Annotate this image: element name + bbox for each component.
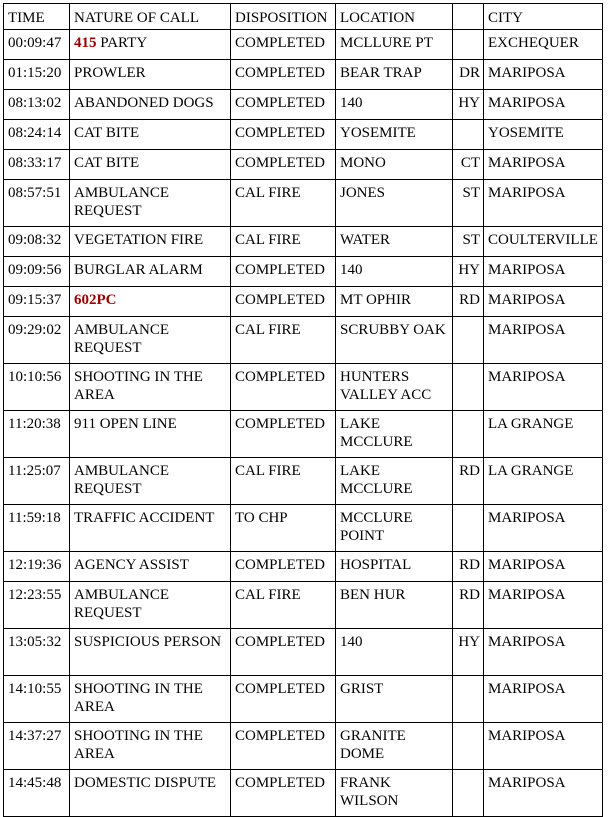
table-row <box>4 90 603 120</box>
cell-location: HUNTERS VALLEY ACC <box>336 364 453 411</box>
header-disposition: DISPOSITION <box>231 4 336 30</box>
cell-street-suffix: HY <box>453 629 484 676</box>
table-row <box>4 582 603 629</box>
nature-text: 911 OPEN LINE <box>74 416 177 432</box>
nature-text: CAT BITE <box>74 125 140 141</box>
cell-street-suffix: HY <box>453 257 484 287</box>
cell-location: LAKE MCCLURE <box>336 458 453 505</box>
cell-nature-of-call <box>70 120 231 150</box>
cell-location: YOSEMITE <box>336 120 453 150</box>
cell-nature-of-call <box>70 60 231 90</box>
cell-street-suffix <box>453 505 484 552</box>
table-row <box>4 552 603 582</box>
cell-disposition: COMPLETED <box>231 150 336 180</box>
cell-location: BEN HUR <box>336 582 453 629</box>
cell-disposition: CAL FIRE <box>231 180 336 227</box>
cell-disposition: COMPLETED <box>231 30 336 60</box>
cell-nature-of-call <box>70 257 231 287</box>
cell-location: WATER <box>336 227 453 257</box>
table-row <box>4 60 603 90</box>
cell-disposition: COMPLETED <box>231 257 336 287</box>
penal-code: 602PC <box>74 292 117 308</box>
cell-nature-of-call <box>70 150 231 180</box>
header-nature-of-call: NATURE OF CALL <box>70 4 231 30</box>
penal-code: 415 <box>74 35 97 51</box>
cell-nature-of-call <box>70 411 231 458</box>
table-row <box>4 770 603 817</box>
cell-disposition: COMPLETED <box>231 411 336 458</box>
cell-nature-of-call <box>70 458 231 505</box>
cell-time: 11:25:07 <box>4 458 70 505</box>
cell-disposition: COMPLETED <box>231 676 336 723</box>
cell-location: 140 <box>336 629 453 676</box>
cell-location: LAKE MCCLURE <box>336 411 453 458</box>
cell-time: 09:09:56 <box>4 257 70 287</box>
table-row <box>4 411 603 458</box>
cell-city: MARIPOSA <box>484 629 603 676</box>
cell-city: LA GRANGE <box>484 458 603 505</box>
cell-street-suffix: RD <box>453 552 484 582</box>
cell-street-suffix <box>453 770 484 817</box>
cell-disposition: COMPLETED <box>231 723 336 770</box>
table-row <box>4 180 603 227</box>
cell-time: 12:19:36 <box>4 552 70 582</box>
table-row <box>4 723 603 770</box>
cell-street-suffix: RD <box>453 287 484 317</box>
cell-time: 14:37:27 <box>4 723 70 770</box>
cell-nature-of-call <box>70 317 231 364</box>
cell-time: 01:15:20 <box>4 60 70 90</box>
cell-location: GRANITE DOME <box>336 723 453 770</box>
cell-location: FRANK WILSON <box>336 770 453 817</box>
cell-disposition: COMPLETED <box>231 364 336 411</box>
table-row <box>4 227 603 257</box>
cell-time: 14:45:48 <box>4 770 70 817</box>
cell-nature-of-call <box>70 364 231 411</box>
cell-nature-of-call <box>70 505 231 552</box>
cell-location: HOSPITAL <box>336 552 453 582</box>
nature-text: BURGLAR ALARM <box>74 262 203 278</box>
table-body <box>4 30 603 817</box>
table-row <box>4 364 603 411</box>
cell-city: MARIPOSA <box>484 257 603 287</box>
cell-city: EXCHEQUER <box>484 30 603 60</box>
cell-time: 11:20:38 <box>4 411 70 458</box>
cell-location: 140 <box>336 257 453 287</box>
cell-location: MCLLURE PT <box>336 30 453 60</box>
cell-street-suffix: DR <box>453 60 484 90</box>
cell-time: 14:10:55 <box>4 676 70 723</box>
cell-street-suffix <box>453 676 484 723</box>
table-row <box>4 30 603 60</box>
cell-city: MARIPOSA <box>484 723 603 770</box>
header-city: CITY <box>484 4 603 30</box>
cell-time: 11:59:18 <box>4 505 70 552</box>
cell-disposition: COMPLETED <box>231 287 336 317</box>
header-location: LOCATION <box>336 4 453 30</box>
cell-city: LA GRANGE <box>484 411 603 458</box>
nature-text: AMBULANCE REQUEST <box>74 463 173 497</box>
cell-time: 08:57:51 <box>4 180 70 227</box>
cell-time: 09:08:32 <box>4 227 70 257</box>
cell-disposition: COMPLETED <box>231 770 336 817</box>
cell-city: MARIPOSA <box>484 552 603 582</box>
cell-disposition: TO CHP <box>231 505 336 552</box>
cell-city: YOSEMITE <box>484 120 603 150</box>
cell-city: COULTERVILLE <box>484 227 603 257</box>
nature-text: ABANDONED DOGS <box>74 95 214 111</box>
cell-disposition: CAL FIRE <box>231 582 336 629</box>
cell-location: JONES <box>336 180 453 227</box>
cell-time: 00:09:47 <box>4 30 70 60</box>
header-suffix <box>453 4 484 30</box>
cell-city: MARIPOSA <box>484 676 603 723</box>
cell-disposition: COMPLETED <box>231 60 336 90</box>
cell-location: MT OPHIR <box>336 287 453 317</box>
cell-nature-of-call <box>70 676 231 723</box>
table-row <box>4 505 603 552</box>
table-row <box>4 676 603 723</box>
table-header-row <box>4 4 603 30</box>
table-row <box>4 120 603 150</box>
cell-nature-of-call <box>70 552 231 582</box>
cell-nature-of-call <box>70 770 231 817</box>
nature-text: AMBULANCE REQUEST <box>74 322 173 356</box>
cell-disposition: CAL FIRE <box>231 227 336 257</box>
cell-time: 12:23:55 <box>4 582 70 629</box>
table-row <box>4 317 603 364</box>
cell-street-suffix: RD <box>453 582 484 629</box>
cell-location: MCCLURE POINT <box>336 505 453 552</box>
cell-time: 10:10:56 <box>4 364 70 411</box>
cell-disposition: COMPLETED <box>231 90 336 120</box>
cell-location: GRIST <box>336 676 453 723</box>
cell-time: 09:29:02 <box>4 317 70 364</box>
cell-disposition: CAL FIRE <box>231 317 336 364</box>
nature-text: AMBULANCE REQUEST <box>74 587 173 621</box>
cell-location: 140 <box>336 90 453 120</box>
cell-street-suffix <box>453 364 484 411</box>
cell-nature-of-call <box>70 90 231 120</box>
cell-city: MARIPOSA <box>484 60 603 90</box>
cell-city: MARIPOSA <box>484 770 603 817</box>
nature-text: TRAFFIC ACCIDENT <box>74 510 215 526</box>
nature-text: PARTY <box>96 35 148 51</box>
nature-text: SHOOTING IN THE AREA <box>74 728 206 762</box>
cell-city: MARIPOSA <box>484 90 603 120</box>
cell-disposition: CAL FIRE <box>231 458 336 505</box>
cell-city: MARIPOSA <box>484 287 603 317</box>
table-row <box>4 287 603 317</box>
cell-city: MARIPOSA <box>484 582 603 629</box>
cell-city: MARIPOSA <box>484 364 603 411</box>
cell-street-suffix <box>453 723 484 770</box>
table-row <box>4 629 603 676</box>
cell-nature-of-call <box>70 582 231 629</box>
cell-nature-of-call <box>70 723 231 770</box>
nature-text: SHOOTING IN THE AREA <box>74 681 206 715</box>
table-row <box>4 458 603 505</box>
cell-street-suffix: RD <box>453 458 484 505</box>
cell-nature-of-call <box>70 287 231 317</box>
cell-street-suffix <box>453 120 484 150</box>
cell-location: BEAR TRAP <box>336 60 453 90</box>
nature-text: VEGETATION FIRE <box>74 232 204 248</box>
nature-text: SHOOTING IN THE AREA <box>74 369 206 403</box>
cell-location: SCRUBBY OAK <box>336 317 453 364</box>
nature-text: AMBULANCE REQUEST <box>74 185 173 219</box>
nature-text: DOMESTIC DISPUTE <box>74 775 217 791</box>
cell-time: 08:33:17 <box>4 150 70 180</box>
nature-text: SUSPICIOUS PERSON <box>74 634 222 650</box>
cell-nature-of-call <box>70 30 231 60</box>
cell-street-suffix: HY <box>453 90 484 120</box>
cell-time: 08:24:14 <box>4 120 70 150</box>
cell-time: 09:15:37 <box>4 287 70 317</box>
cell-disposition: COMPLETED <box>231 552 336 582</box>
cell-street-suffix <box>453 30 484 60</box>
call-log-table <box>3 3 603 817</box>
cell-location: MONO <box>336 150 453 180</box>
nature-text: AGENCY ASSIST <box>74 557 189 573</box>
cell-nature-of-call <box>70 629 231 676</box>
cell-time: 13:05:32 <box>4 629 70 676</box>
nature-text: CAT BITE <box>74 155 140 171</box>
cell-street-suffix: ST <box>453 180 484 227</box>
nature-text: PROWLER <box>74 65 146 81</box>
cell-disposition: COMPLETED <box>231 629 336 676</box>
cell-nature-of-call <box>70 180 231 227</box>
cell-disposition: COMPLETED <box>231 120 336 150</box>
cell-street-suffix: ST <box>453 227 484 257</box>
cell-time: 08:13:02 <box>4 90 70 120</box>
cell-city: MARIPOSA <box>484 180 603 227</box>
cell-city: MARIPOSA <box>484 505 603 552</box>
cell-city: MARIPOSA <box>484 317 603 364</box>
cell-street-suffix <box>453 411 484 458</box>
table-row <box>4 150 603 180</box>
header-time: TIME <box>4 4 70 30</box>
cell-nature-of-call <box>70 227 231 257</box>
cell-street-suffix <box>453 317 484 364</box>
cell-street-suffix: CT <box>453 150 484 180</box>
cell-city: MARIPOSA <box>484 150 603 180</box>
table-row <box>4 257 603 287</box>
